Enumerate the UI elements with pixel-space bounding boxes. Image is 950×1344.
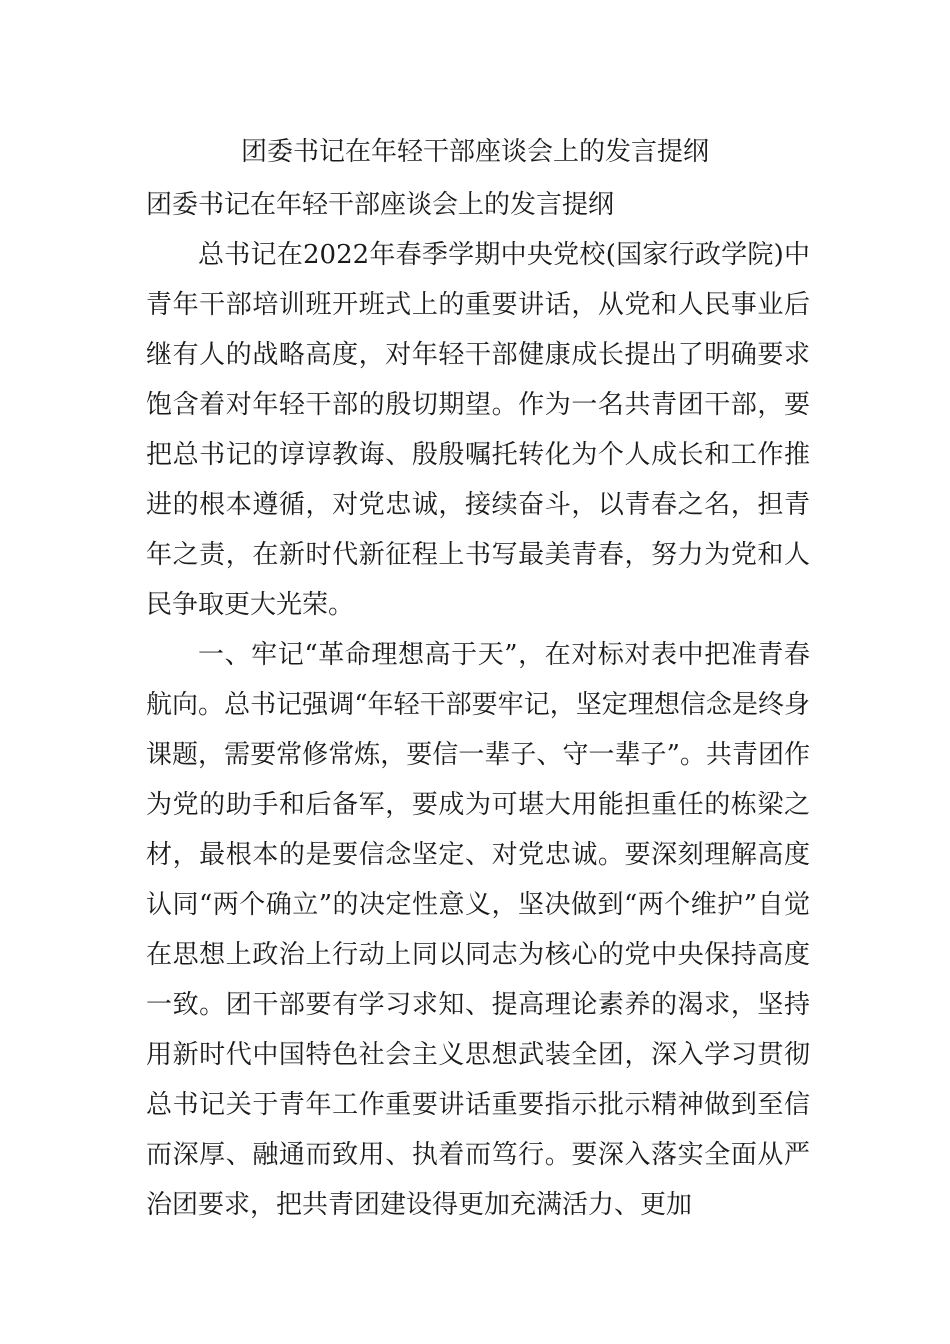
- document-title: 团委书记在年轻干部座谈会上的发言提纲: [240, 137, 709, 167]
- paragraph-section-one: 一、牢记“革命理想高于天”，在对标对表中把准青春航向。总书记强调“年轻干部要牢记，坚定理想信念是终身课题，需要常修常炼，要信一辈子、守一辈子”。共青团作为党的助手和后备军，要成为可堪大用能担重任的栋梁之材，最根本的是要信念坚定、对党忠诚。要深刻理解高度认同“两个确立”的决定性意义，坚决做到“两个维护”自觉在思想上政治上行动上同以同志为核心的党中央保持高度一致。团干部要有学习求知、提高理论素养的渴求，坚持用新时代中国特色社会主义思想武装全团，深入学习贯彻总书记关于青年工作重要讲话重要指示批示精神做到至信而深厚、融通而致用、执着而笃行。要深入落实全面从严治团要求，把共青团建设得更加充满活力、更加: [146, 640, 810, 1220]
- paragraph-intro: 总书记在2022年春季学期中央党校(国家行政学院)中青年干部培训班开班式上的重要讲话，从党和人民事业后继有人的战略高度，对年轻干部健康成长提出了明确要求饱含着对年轻干部的殷切期望。作为一名共青团干部，要把总书记的谆谆教诲、殷殷嘱托转化为个人成长和工作推进的根本遵循，对党忠诚，接续奋斗，以青春之名，担青年之责，在新时代新征程上书写最美青春，努力为党和人民争取更大光荣。: [146, 240, 810, 620]
- document-subtitle: 团委书记在年轻干部座谈会上的发言提纲: [146, 190, 615, 220]
- document-body: [146, 180, 810, 1230]
